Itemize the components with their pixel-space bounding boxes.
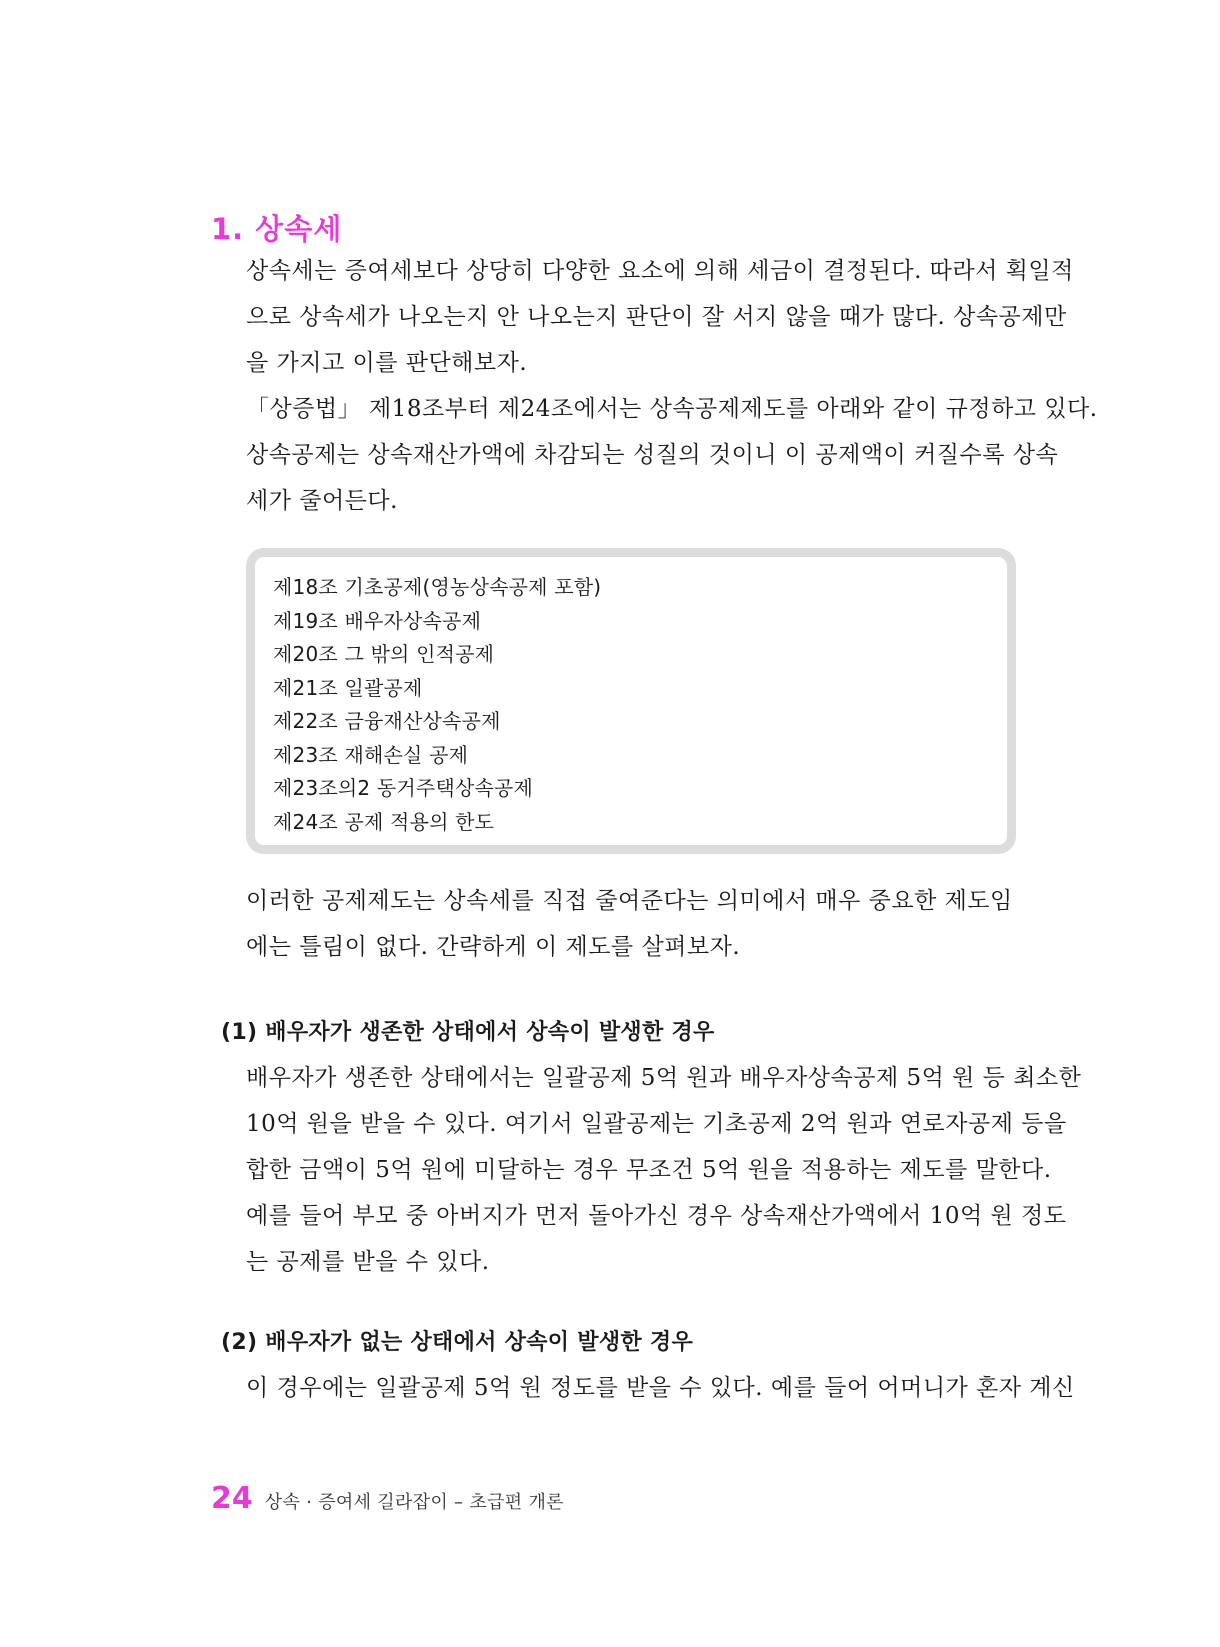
text-line: 합한 금액이 5억 원에 미달하는 경우 무조건 5억 원을 적용하는 제도를 말한다.: [246, 1157, 1052, 1183]
text-line: 예를 들어 부모 중 아버지가 먼저 돌아가신 경우 상속재산가액에서 10억 원 정도: [246, 1203, 1067, 1229]
text-line: 는 공제를 받을 수 있다.: [246, 1249, 490, 1275]
law-article-item: 제18조 기초공제(영농상속공제 포함): [273, 575, 602, 599]
text-line: 에는 틀림이 없다. 간략하게 이 제도를 살펴보자.: [246, 934, 741, 960]
subsection-1-paragraph: [246, 1055, 1082, 1285]
law-articles-list: [273, 571, 1007, 839]
law-article-item: 제19조 배우자상속공제: [273, 608, 482, 633]
text-line: 세가 줄어든다.: [246, 488, 398, 514]
law-articles-box: [246, 548, 1016, 854]
page-number: 24: [211, 1481, 253, 1516]
law-article-item: 제20조 그 밖의 인적공제: [273, 642, 495, 666]
after-box-paragraph: [246, 878, 1016, 970]
subsection-heading-spouse-alive: (1) 배우자가 생존한 상태에서 상속이 발생한 경우: [221, 1020, 715, 1045]
page-footer: [211, 1481, 564, 1516]
book-title: 상속 · 증여세 길라잡이 – 초급편 개론: [264, 1492, 564, 1513]
text-line: 이 경우에는 일괄공제 5억 원 정도를 받을 수 있다. 예를 들어 어머니가 혼자 계신: [246, 1375, 1075, 1401]
law-article-item: 제21조 일괄공제: [273, 675, 423, 700]
text-line: 상속세는 증여세보다 상당히 다양한 요소에 의해 세금이 결정된다. 따라서 획일적: [246, 258, 1074, 284]
text-line: 이러한 공제제도는 상속세를 직접 줄여준다는 의미에서 매우 중요한 제도임: [246, 888, 1013, 914]
text-line: 10억 원을 받을 수 있다. 여기서 일괄공제는 기초공제 2억 원과 연로자공제 등을: [246, 1111, 1067, 1137]
text-line: 을 가지고 이를 판단해보자.: [246, 350, 528, 376]
intro-paragraph: [246, 248, 1098, 524]
text-line: 으로 상속세가 나오는지 안 나오는지 판단이 잘 서지 않을 때가 많다. 상속공제만: [246, 304, 1067, 330]
law-article-item: 제24조 공제 적용의 한도: [273, 809, 495, 834]
subsection-2-paragraph: [246, 1365, 1075, 1411]
text-line: 배우자가 생존한 상태에서는 일괄공제 5억 원과 배우자상속공제 5억 원 등 최소한: [246, 1065, 1082, 1091]
subsection-heading-no-spouse: (2) 배우자가 없는 상태에서 상속이 발생한 경우: [221, 1330, 694, 1355]
text-line: 상속공제는 상속재산가액에 차감되는 성질의 것이니 이 공제액이 커질수록 상속: [246, 442, 1059, 468]
section-title: 1. 상속세: [211, 212, 343, 246]
law-article-item: 제23조 재해손실 공제: [273, 742, 469, 767]
law-article-item: 제22조 금융재산상속공제: [273, 709, 501, 733]
text-line: 「상증법」 제18조부터 제24조에서는 상속공제제도를 아래와 같이 규정하고 있다.: [246, 396, 1098, 422]
law-article-item: 제23조의2 동거주택상속공제: [273, 776, 534, 800]
